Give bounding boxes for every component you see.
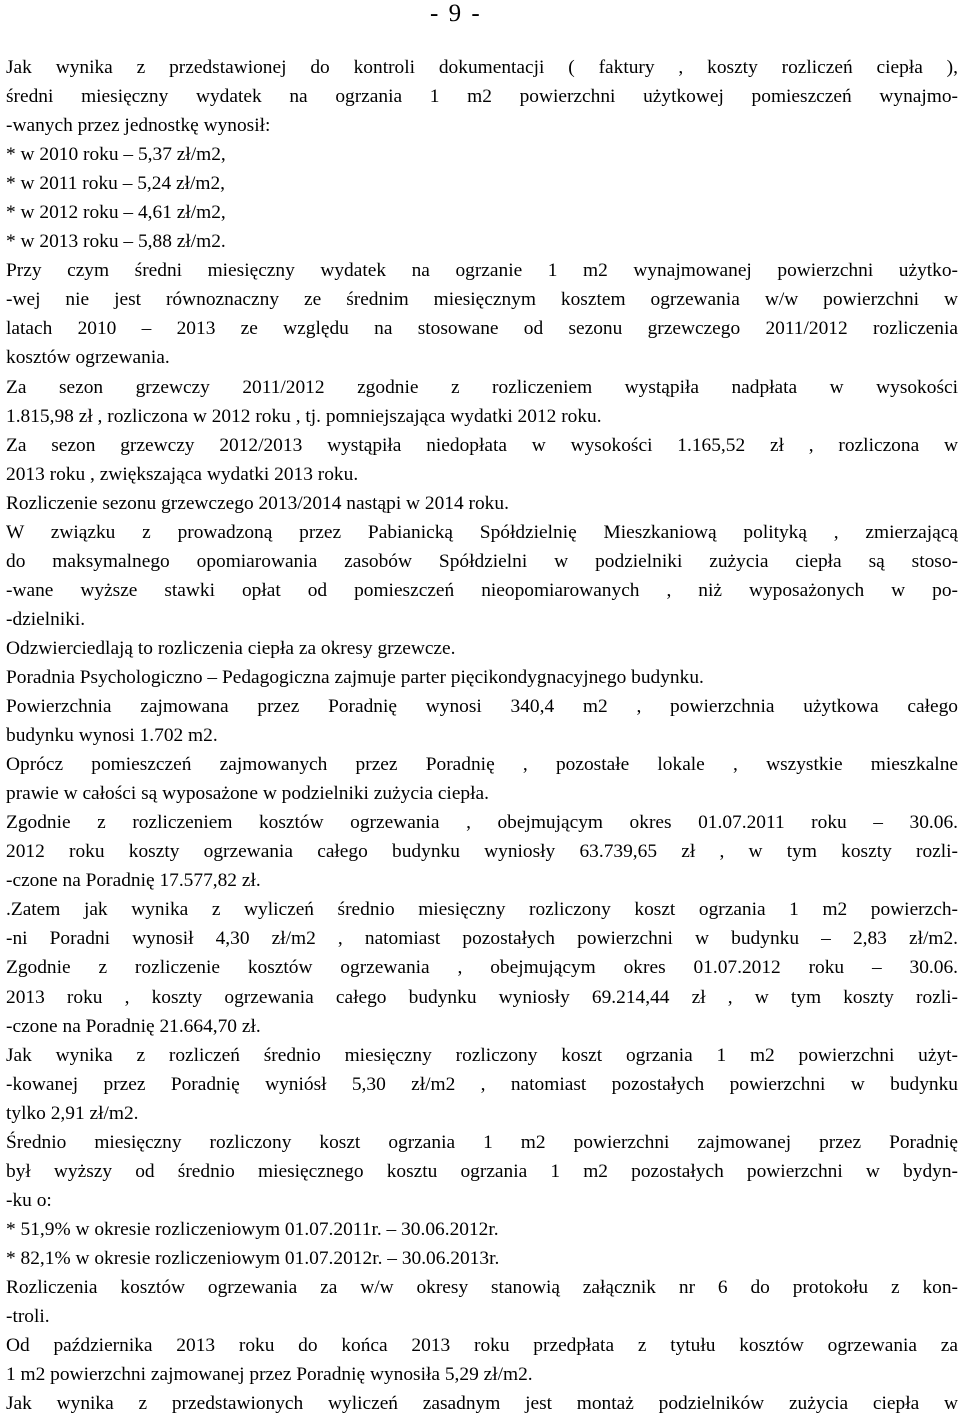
text-line: .Zatem jak wynika z wyliczeń średnio miesięczny rozliczony koszt ogrzania 1 m2 powierzch- xyxy=(6,899,958,921)
text-line: Jak wynika z przedstawionych wyliczeń zasadnym jest montaż podzielników zużycia ciepła w xyxy=(6,1393,958,1415)
text-line: średni miesięczny wydatek na ogrzania 1 m2 powierzchni użytkowej pomieszczeń wynajmo- xyxy=(6,86,958,108)
text-line: kosztów ogrzewania. xyxy=(6,347,170,369)
text-line: prawie w całości są wyposażone w podzielniki zużycia ciepła. xyxy=(6,783,489,805)
text-line: * 51,9% w okresie rozliczeniowym 01.07.2011r. – 30.06.2012r. xyxy=(6,1218,499,1240)
text-line: * 82,1% w okresie rozliczeniowym 01.07.2012r. – 30.06.2013r. xyxy=(6,1247,500,1269)
text-line: * w 2010 roku – 5,37 zł/m2, xyxy=(6,144,226,166)
text-line: -ku o: xyxy=(6,1189,52,1211)
text-line: Średnio miesięczny rozliczony koszt ogrzania 1 m2 powierzchni zajmowanej przez Poradnię xyxy=(6,1131,958,1153)
text-line: latach 2010 – 2013 ze względu na stosowane od sezonu grzewczego 2011/2012 rozliczenia xyxy=(6,318,958,340)
text-line: Poradnia Psychologiczno – Pedagogiczna zajmuje parter pięcikondygnacyjnego budynku. xyxy=(6,666,704,688)
text-line: Powierzchnia zajmowana przez Poradnię wynosi 340,4 m2 , powierzchnia użytkowa całego xyxy=(6,696,958,718)
text-line: do maksymalnego opomiarowania zasobów Spółdzielni w podzielniki zużycia ciepła są stoso- xyxy=(6,550,958,572)
page-number: - 9 - xyxy=(430,0,482,27)
text-line: -wane wyższe stawki opłat od pomieszczeń nieopomiarowanych , niż wyposażonych w po- xyxy=(6,579,958,601)
text-line: W związku z prowadzoną przez Pabianicką Spółdzielnię Mieszkaniową polityką , zmierzającą xyxy=(6,521,958,543)
text-line: -ni Poradni wynosił 4,30 zł/m2 , natomiast pozostałych powierzchni w budynku – 2,83 zł/m2. xyxy=(6,928,958,950)
text-line: * w 2013 roku – 5,88 zł/m2. xyxy=(6,231,226,253)
text-line: -dzielniki. xyxy=(6,608,86,630)
text-line: Jak wynika z przedstawionej do kontroli dokumentacji ( faktury , koszty rozliczeń ciepła ), xyxy=(6,57,958,78)
text-line: Zgodnie z rozliczeniem kosztów ogrzewania , obejmującym okres 01.07.2011 roku – 30.06. xyxy=(6,812,958,834)
text-line: Za sezon grzewczy 2011/2012 zgodnie z rozliczeniem wystąpiła nadpłata w wysokości xyxy=(6,376,958,398)
text-line: 1 m2 powierzchni zajmowanej przez Poradnię wynosiła 5,29 zł/m2. xyxy=(6,1364,533,1386)
text-line: Za sezon grzewczy 2012/2013 wystąpiła niedopłata w wysokości 1.165,52 zł , rozliczona w xyxy=(6,434,958,456)
text-line: -wej nie jest równoznaczny ze średnim miesięcznym kosztem ogrzewania w/w powierzchni w xyxy=(6,289,958,311)
text-line: -troli. xyxy=(6,1306,50,1328)
text-line: Od października 2013 roku do końca 2013 roku przedpłata z tytułu kosztów ogrzewania za xyxy=(6,1335,958,1357)
text-line: 2013 roku , koszty ogrzewania całego budynku wyniosły 69.214,44 zł , w tym koszty rozli- xyxy=(6,986,958,1008)
text-line: Rozliczenia kosztów ogrzewania za w/w okresy stanowią załącznik nr 6 do protokołu z kon- xyxy=(6,1276,958,1298)
text-line: -czone na Poradnię 17.577,82 zł. xyxy=(6,870,261,892)
text-line: * w 2012 roku – 4,61 zł/m2, xyxy=(6,202,226,224)
text-line: 2012 roku koszty ogrzewania całego budynku wyniosły 63.739,65 zł , w tym koszty rozli- xyxy=(6,841,958,863)
text-line: Jak wynika z rozliczeń średnio miesięczny rozliczony koszt ogrzania 1 m2 powierzchni użyt- xyxy=(6,1044,958,1066)
document-body xyxy=(6,53,958,1418)
text-line: -kowanej przez Poradnię wyniósł 5,30 zł/m2 , natomiast pozostałych powierzchni w budynku xyxy=(6,1073,958,1095)
text-line: 1.815,98 zł , rozliczona w 2012 roku , tj. pomniejszająca wydatki 2012 roku. xyxy=(6,405,602,427)
text-line: Rozliczenie sezonu grzewczego 2013/2014 nastąpi w 2014 roku. xyxy=(6,492,509,514)
text-line: * w 2011 roku – 5,24 zł/m2, xyxy=(6,173,226,195)
text-line: tylko 2,91 zł/m2. xyxy=(6,1102,139,1124)
text-line: -czone na Poradnię 21.664,70 zł. xyxy=(6,1015,261,1037)
text-line: Zgodnie z rozliczenie kosztów ogrzewania , obejmującym okres 01.07.2012 roku – 30.06. xyxy=(6,957,958,979)
text-line: Odzwierciedlają to rozliczenia ciepła za okresy grzewcze. xyxy=(6,637,456,659)
text-line: Oprócz pomieszczeń zajmowanych przez Poradnię , pozostałe lokale , wszystkie mieszkalne xyxy=(6,754,958,776)
text-line: budynku wynosi 1.702 m2. xyxy=(6,725,218,747)
text-line: Przy czym średni miesięczny wydatek na ogrzanie 1 m2 wynajmowanej powierzchni użytko- xyxy=(6,260,958,282)
text-line: był wyższy od średnio miesięcznego kosztu ogrzania 1 m2 pozostałych powierzchni w bydyn- xyxy=(6,1160,958,1182)
text-line: 2013 roku , zwiększająca wydatki 2013 roku. xyxy=(6,463,359,485)
text-line: -wanych przez jednostkę wynosił: xyxy=(6,115,271,137)
